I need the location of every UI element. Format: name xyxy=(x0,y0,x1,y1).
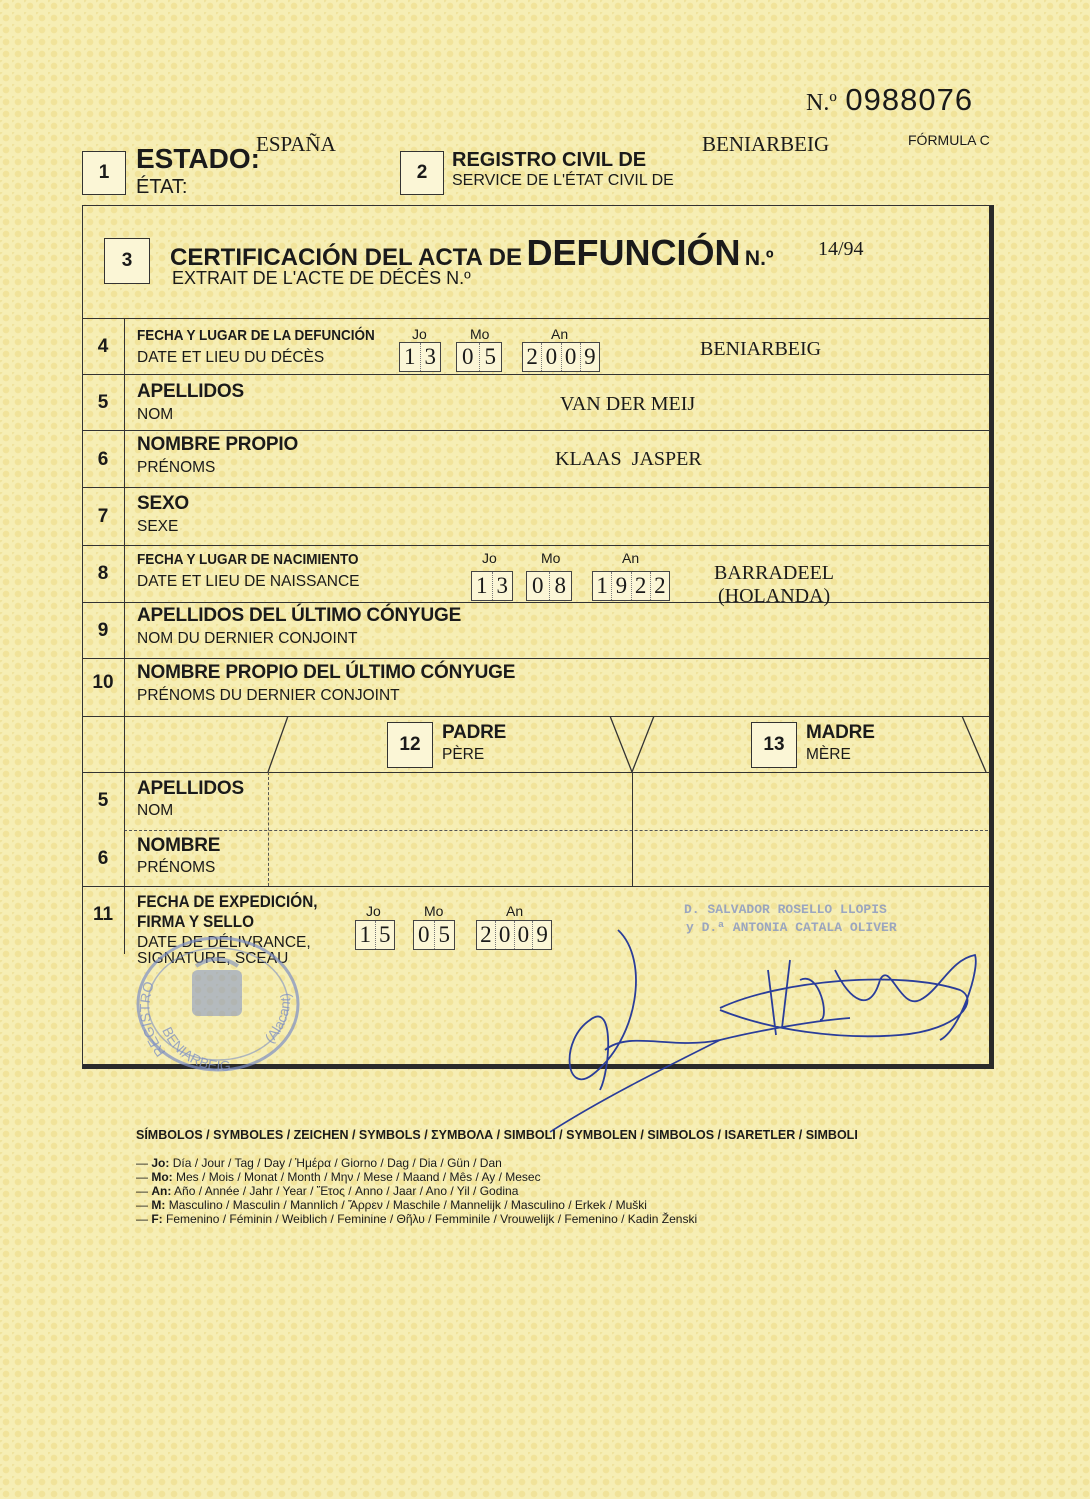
box-2: 2 xyxy=(400,151,444,195)
diag-mid-b xyxy=(632,716,654,772)
dash-col1 xyxy=(268,772,269,886)
title-part-1: CERTIFICACIÓN DEL ACTA DE xyxy=(170,244,522,271)
line-row6 xyxy=(82,487,990,488)
line-row5 xyxy=(82,430,990,431)
row6-value: KLAAS JASPER xyxy=(555,448,702,470)
box-13: 13 xyxy=(751,722,797,768)
row11-label-fr-2: SIGNATURE, SCEAU xyxy=(137,950,289,967)
father-label-fr: PÈRE xyxy=(442,746,485,763)
legend-item: — Jo: Día / Jour / Tag / Day / Ἡμέρα / Giorno / Dag / Dia / Gün / Dan xyxy=(136,1156,502,1170)
parents-surname-es: APELLIDOS xyxy=(137,778,244,799)
row4-hdr-year: An xyxy=(551,326,569,342)
seal-text-right: (Alacant) xyxy=(261,992,294,1047)
legend-item: — M: Masculino / Masculin / Mannlich / Ἄρρεν / Maschile / Mannelijk / Masculino / Erkek / Muški xyxy=(136,1198,647,1212)
signature-stroke xyxy=(550,1040,720,1132)
formula-label: FÓRMULA C xyxy=(908,132,990,148)
act-number: 14/94 xyxy=(818,238,864,260)
row4-num: 4 xyxy=(97,336,109,357)
signature-right xyxy=(720,955,976,1040)
box-1: 1 xyxy=(82,151,126,195)
parents-surname-num: 5 xyxy=(97,790,109,811)
row5-num: 5 xyxy=(97,392,109,413)
svg-text:BENIARBEIG xyxy=(159,1024,231,1074)
row11-label-es-1: FECHA DE EXPEDICIÓN, xyxy=(137,892,318,911)
row11-year-box: 2 0 0 9 xyxy=(476,920,552,950)
registrar-stamp-line-1: D. SALVADOR ROSELLO LLOPIS xyxy=(684,902,887,917)
row4-month-box: 0 5 xyxy=(456,342,502,372)
row11-label-es-2: FIRMA Y SELLO xyxy=(137,912,255,931)
row8-hdr-day: Jo xyxy=(482,550,497,566)
row8-place-1: BARRADEEL xyxy=(714,562,834,584)
row11-hdr-month: Mo xyxy=(424,903,444,919)
row11-hdr-day: Jo xyxy=(366,903,381,919)
row7-label-fr: SEXE xyxy=(137,518,179,535)
row9-num: 9 xyxy=(97,620,109,641)
row8-hdr-year: An xyxy=(622,550,640,566)
row6-label-es: NOMBRE PROPIO xyxy=(137,434,299,455)
row4-day-box: 1 3 xyxy=(399,342,441,372)
parents-name-es: NOMBRE xyxy=(137,835,221,856)
row8-hdr-month: Mo xyxy=(541,550,561,566)
row5-label-es: APELLIDOS xyxy=(137,381,244,402)
legend-title: SÍMBOLOS / SYMBOLES / ZEICHEN / SYMBOLS / ΣΥΜΒΟΛΑ / SIMBOLI / SYMBOLEN / SIMBOLOS / ISARETLER / SIMBOLI xyxy=(136,1128,858,1142)
row8-label-fr: DATE ET LIEU DE NAISSANCE xyxy=(137,573,360,590)
registrar-stamp-line-2: y D.ª ANTONIA CATALA OLIVER xyxy=(686,920,897,935)
serial-prefix: N.º xyxy=(806,90,837,116)
line-row9 xyxy=(82,658,990,659)
line-row8 xyxy=(82,602,990,603)
row4-hdr-month: Mo xyxy=(470,326,490,342)
row6-num: 6 xyxy=(97,449,109,470)
row9-label-es: APELLIDOS DEL ÚLTIMO CÓNYUGE xyxy=(137,605,462,626)
row8-place-2: (HOLANDA) xyxy=(718,585,831,607)
row10-label-es: NOMBRE PROPIO DEL ÚLTIMO CÓNYUGE xyxy=(137,662,516,683)
row4-place: BENIARBEIG xyxy=(700,338,822,360)
row8-label-es: FECHA Y LUGAR DE NACIMIENTO xyxy=(137,551,359,568)
seal-text-left: REGISTRO xyxy=(136,979,169,1060)
row8-year-box: 1 9 2 2 xyxy=(592,571,670,601)
row4-hdr-day: Jo xyxy=(412,326,427,342)
signatures xyxy=(520,900,990,1140)
legend-item: — An: Año / Année / Jahr / Year / Ἔτος / Anno / Jaar / Ano / Yil / Godina xyxy=(136,1184,519,1198)
line-row4 xyxy=(82,374,990,375)
estado-value: ESPAÑA xyxy=(256,132,336,156)
row4-label-fr: DATE ET LIEU DU DÉCÈS xyxy=(137,349,325,366)
serial-value: 0988076 xyxy=(845,82,974,117)
row9-label-fr: NOM DU DERNIER CONJOINT xyxy=(137,630,358,647)
parents-surname-fr: NOM xyxy=(137,802,174,819)
signature-left xyxy=(570,930,850,1090)
etat-label: ÉTAT: xyxy=(136,176,188,198)
row7-label-es: SEXO xyxy=(137,493,189,514)
box-12: 12 xyxy=(387,722,433,768)
row4-label-es: FECHA Y LUGAR DE LA DEFUNCIÓN xyxy=(137,327,375,344)
diag-right xyxy=(962,716,986,772)
title-part-2: DEFUNCIÓN xyxy=(526,232,741,273)
row11-hdr-year: An xyxy=(506,903,524,919)
official-seal xyxy=(126,934,302,1084)
title-part-3: N.º xyxy=(744,247,774,270)
mother-label-es: MADRE xyxy=(806,722,875,743)
legend-item: — Mo: Mes / Mois / Monat / Month / Μην / Mese / Maand / Mês / Ay / Mesec xyxy=(136,1170,541,1184)
diag-left xyxy=(268,716,288,772)
legend-item: — F: Femenino / Féminin / Weiblich / Feminine / Θῆλυ / Femminile / Vrouwelijk / Femenino / Kadin Ženski xyxy=(136,1212,698,1226)
row11-num: 11 xyxy=(92,904,114,925)
row11-month-box: 0 5 xyxy=(413,920,455,950)
row10-label-fr: PRÉNOMS DU DERNIER CONJOINT xyxy=(137,687,400,704)
parents-name-fr: PRÉNOMS xyxy=(137,859,216,876)
row8-month-box: 0 8 xyxy=(526,571,572,601)
line-num-col xyxy=(124,318,125,954)
row7-num: 7 xyxy=(97,506,109,527)
estado-label: ESTADO: xyxy=(136,143,260,174)
line-row7 xyxy=(82,545,990,546)
certificate-subtitle: EXTRAIT DE L'ACTE DE DÉCÈS N.º xyxy=(172,268,471,288)
row5-label-fr: NOM xyxy=(137,406,174,423)
row10-num: 10 xyxy=(92,672,114,693)
service-label: SERVICE DE L'ÉTAT CIVIL DE xyxy=(452,172,674,189)
row6-label-fr: PRÉNOMS xyxy=(137,459,216,476)
box-3: 3 xyxy=(104,238,150,284)
diag-mid-a xyxy=(610,716,632,772)
registro-value: BENIARBEIG xyxy=(702,132,830,156)
row5-value: VAN DER MEIJ xyxy=(560,393,696,415)
father-label-es: PADRE xyxy=(442,722,507,743)
row8-num: 8 xyxy=(97,563,109,584)
serial-number xyxy=(806,82,973,118)
row11-label-fr-1: DATE DE DÉLIVRANCE, xyxy=(137,934,311,951)
dash-row5p xyxy=(124,830,988,831)
row4-year-box: 2 0 0 9 xyxy=(522,342,600,372)
seal-text-bottom: BENIARBEIG xyxy=(159,1024,232,1074)
registro-label: REGISTRO CIVIL DE xyxy=(452,149,647,171)
row11-day-box: 1 5 xyxy=(355,920,395,950)
line-row6p xyxy=(82,886,990,887)
svg-text:REGISTRO xyxy=(137,979,169,1060)
line-col-mid xyxy=(632,772,633,886)
svg-text:(Alacant) xyxy=(261,993,293,1046)
row8-day-box: 1 3 xyxy=(471,571,513,601)
mother-label-fr: MÈRE xyxy=(806,746,851,763)
line-top-table xyxy=(82,318,990,319)
parents-name-num: 6 xyxy=(97,848,109,869)
